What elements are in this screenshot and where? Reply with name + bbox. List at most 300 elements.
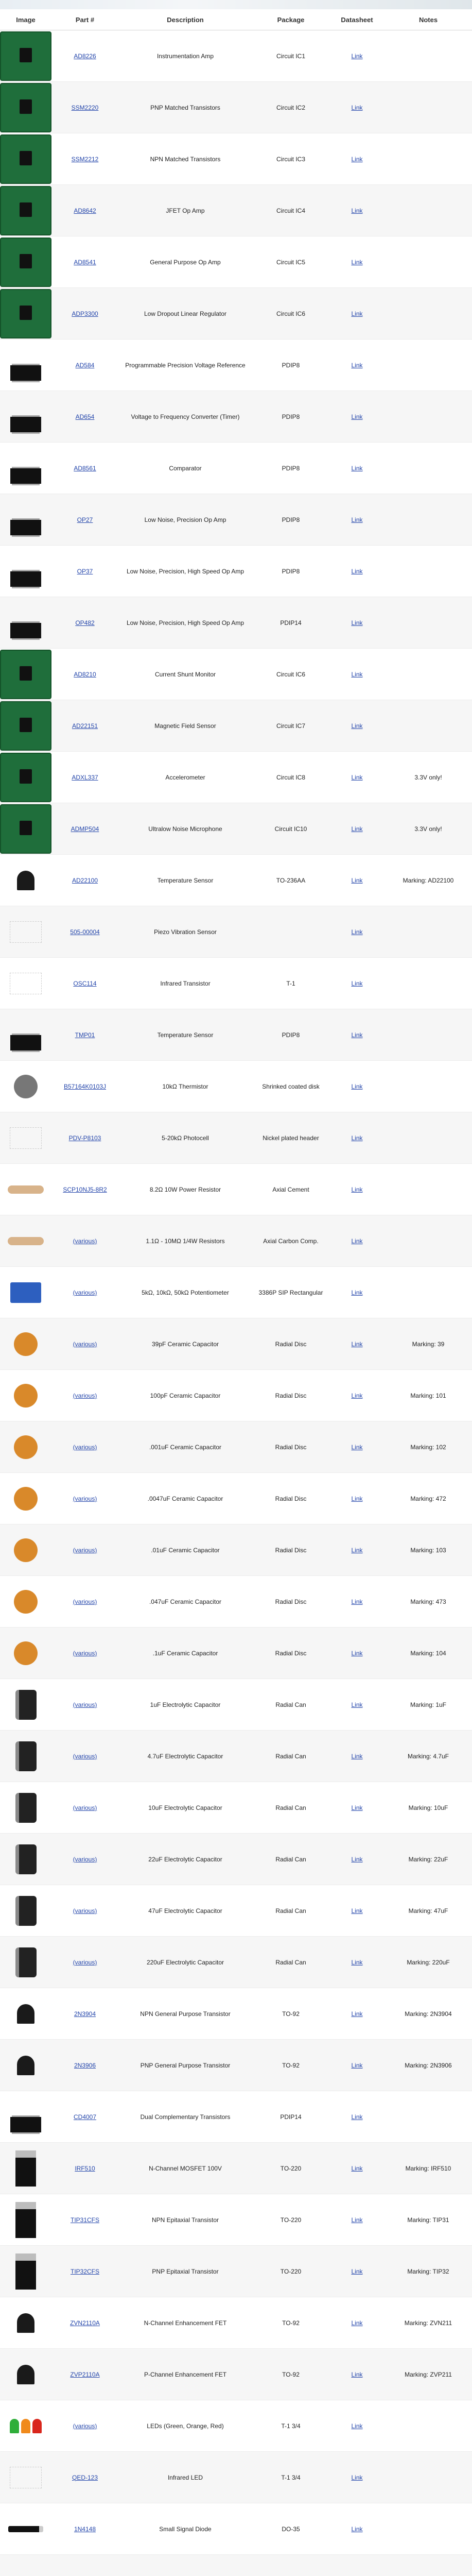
- part-notes: Marking: 104: [410, 1649, 446, 1657]
- part-package: Circuit IC3: [276, 155, 305, 163]
- part-package: TO-220: [280, 2267, 302, 2275]
- table-row: [0, 1782, 472, 1834]
- datasheet-link[interactable]: Link: [351, 670, 363, 678]
- table-row: [0, 1731, 472, 1782]
- part-package: PDIP14: [280, 619, 302, 626]
- datasheet-link[interactable]: Link: [351, 1649, 363, 1657]
- part-image-cell: [0, 2297, 51, 2349]
- datasheet-link[interactable]: Link: [351, 825, 363, 833]
- part-notes: Marking: 47uF: [408, 1907, 448, 1914]
- datasheet-link[interactable]: Link: [351, 979, 363, 987]
- datasheet-link[interactable]: Link: [351, 516, 363, 523]
- datasheet-link[interactable]: Link: [351, 1134, 363, 1142]
- dip-chip-image: [10, 468, 41, 484]
- part-notes: Marking: 102: [410, 1443, 446, 1451]
- datasheet-link[interactable]: Link: [351, 104, 363, 111]
- datasheet-link[interactable]: Link: [351, 1907, 363, 1914]
- part-description: P-Channel Enhancement FET: [144, 2370, 227, 2378]
- header-image: Image: [0, 9, 51, 30]
- dip-chip-image: [10, 365, 41, 381]
- part-package: Radial Can: [275, 1855, 306, 1863]
- part-description: N-Channel MOSFET 100V: [149, 2164, 222, 2172]
- part-description: Low Noise, Precision, High Speed Op Amp: [126, 567, 244, 575]
- part-notes: Marking: AD22100: [403, 876, 454, 884]
- led-image: [21, 2419, 30, 2433]
- part-description: 47uF Electrolytic Capacitor: [148, 1907, 222, 1914]
- datasheet-link[interactable]: Link: [351, 1495, 363, 1502]
- part-image-cell: [0, 1318, 51, 1370]
- breakout-board-image: [0, 31, 51, 81]
- part-number[interactable]: OP37: [77, 567, 93, 575]
- datasheet-link[interactable]: Link: [351, 876, 363, 884]
- part-image-cell: [0, 340, 51, 391]
- datasheet-link[interactable]: Link: [351, 2319, 363, 2327]
- part-image-cell: [0, 82, 51, 133]
- part-package: Nickel plated header: [263, 1134, 319, 1142]
- part-description: .047uF Ceramic Capacitor: [149, 1598, 222, 1605]
- datasheet-link[interactable]: Link: [351, 1546, 363, 1554]
- part-package: Axial Carbon Comp.: [263, 1237, 319, 1245]
- part-description: Programmable Precision Voltage Reference: [125, 361, 246, 369]
- component-image: [10, 1127, 42, 1149]
- table-body: [0, 30, 472, 2576]
- part-package: PDIP8: [282, 567, 300, 575]
- part-number[interactable]: SSM2212: [71, 155, 99, 163]
- table-row: [0, 1164, 472, 1215]
- breakout-board-image: [0, 83, 51, 132]
- part-package: Radial Disc: [275, 1443, 307, 1451]
- part-image-cell: [0, 1885, 51, 1937]
- part-image-cell: [0, 1628, 51, 1679]
- part-number[interactable]: 1N4148: [74, 2525, 96, 2533]
- part-image-cell: [0, 288, 51, 340]
- table-row: [0, 1679, 472, 1731]
- part-notes: Marking: 2N3904: [405, 2010, 452, 2018]
- to220-package-image: [15, 2202, 36, 2238]
- header-datasheet: Datasheet: [329, 9, 384, 30]
- table-header-row: [0, 9, 472, 30]
- part-package: Radial Disc: [275, 1495, 307, 1502]
- ceramic-capacitor-image: [14, 1590, 38, 1614]
- part-image-cell: [0, 1370, 51, 1421]
- part-image-cell: [0, 906, 51, 958]
- dip-chip-image: [10, 417, 41, 432]
- part-description: .0047uF Ceramic Capacitor: [147, 1495, 223, 1502]
- part-number[interactable]: ZVP2110A: [70, 2370, 100, 2378]
- part-number[interactable]: PDV-P8103: [68, 1134, 101, 1142]
- part-number[interactable]: ADXL337: [72, 773, 98, 781]
- part-notes: Marking: ZVN211: [404, 2319, 452, 2327]
- part-image-cell: [0, 494, 51, 546]
- part-image-cell: [0, 1524, 51, 1576]
- part-description: 1uF Electrolytic Capacitor: [150, 1701, 221, 1708]
- table-row: [0, 1937, 472, 1988]
- table-row: [0, 494, 472, 546]
- table-row: [0, 2400, 472, 2452]
- part-image-cell: [0, 236, 51, 288]
- part-description: 5kΩ, 10kΩ, 50kΩ Potentiometer: [142, 1289, 229, 1296]
- part-number[interactable]: (various): [73, 1340, 97, 1348]
- part-number[interactable]: CD4007: [73, 2113, 97, 2121]
- part-number[interactable]: TIP32CFS: [70, 2267, 99, 2275]
- part-package: Circuit IC6: [276, 670, 305, 678]
- part-package: TO-92: [282, 2319, 300, 2327]
- table-row: [0, 906, 472, 958]
- datasheet-link[interactable]: Link: [351, 2010, 363, 2018]
- part-package: T-1 3/4: [281, 2473, 301, 2481]
- part-image-cell: [0, 2452, 51, 2503]
- part-description: NPN Matched Transistors: [150, 155, 221, 163]
- table-row: [0, 700, 472, 752]
- part-package: Radial Disc: [275, 1546, 307, 1554]
- table-row: [0, 185, 472, 236]
- part-number[interactable]: TIP31CFS: [70, 2216, 99, 2224]
- table-row: [0, 391, 472, 443]
- header-description: Description: [118, 9, 252, 30]
- part-description: Voltage to Frequency Converter (Timer): [131, 413, 240, 420]
- ceramic-capacitor-image: [14, 1384, 38, 1408]
- part-package: Circuit IC4: [276, 207, 305, 214]
- table-row: [0, 1112, 472, 1164]
- datasheet-link[interactable]: Link: [351, 1289, 363, 1296]
- datasheet-link[interactable]: Link: [351, 1804, 363, 1811]
- part-package: Radial Disc: [275, 1392, 307, 1399]
- part-image-cell: [0, 2194, 51, 2246]
- part-number[interactable]: 505-00004: [70, 928, 100, 936]
- part-description: NPN Epitaxial Transistor: [151, 2216, 219, 2224]
- parts-table: [0, 9, 472, 2576]
- to92-transistor-image: [17, 2365, 34, 2384]
- part-notes: Marking: 472: [410, 1495, 446, 1502]
- part-number[interactable]: AD8642: [74, 207, 96, 214]
- part-package: Radial Disc: [275, 1649, 307, 1657]
- electrolytic-capacitor-image: [15, 1896, 37, 1926]
- part-image-cell: [0, 700, 51, 752]
- part-number[interactable]: (various): [73, 1752, 97, 1760]
- table-row: [0, 855, 472, 906]
- part-description: Small Signal Diode: [159, 2525, 212, 2533]
- part-package: PDIP8: [282, 413, 300, 420]
- table-row: [0, 752, 472, 803]
- part-number[interactable]: SSM2220: [71, 104, 99, 111]
- part-description: 220uF Electrolytic Capacitor: [146, 1958, 224, 1966]
- dip-chip-image: [10, 2117, 41, 2132]
- part-number[interactable]: ADMP504: [71, 825, 99, 833]
- datasheet-link[interactable]: Link: [351, 2164, 363, 2172]
- top-image-strip: [0, 0, 472, 9]
- part-image-cell: [0, 2040, 51, 2091]
- part-number[interactable]: ZVN2110A: [70, 2319, 100, 2327]
- part-number[interactable]: OP482: [75, 619, 95, 626]
- part-number[interactable]: AD22151: [72, 722, 98, 730]
- datasheet-link[interactable]: Link: [351, 2422, 363, 2430]
- datasheet-link[interactable]: Link: [351, 928, 363, 936]
- table-row: [0, 1370, 472, 1421]
- to220-package-image: [15, 2150, 36, 2187]
- part-image-cell: [0, 1009, 51, 1061]
- table-row: [0, 1576, 472, 1628]
- part-description: Current Shunt Monitor: [154, 670, 216, 678]
- part-number[interactable]: (various): [73, 1958, 97, 1966]
- breakout-board-image: [0, 289, 51, 338]
- part-image-cell: [0, 1473, 51, 1524]
- table-row: [0, 958, 472, 1009]
- datasheet-link[interactable]: Link: [351, 1752, 363, 1760]
- part-image-cell: [0, 958, 51, 1009]
- breakout-board-image: [0, 186, 51, 235]
- part-package: DO-35: [282, 2525, 300, 2533]
- part-number[interactable]: AD584: [75, 361, 95, 369]
- part-package: TO-220: [280, 2164, 302, 2172]
- datasheet-link[interactable]: Link: [351, 722, 363, 730]
- datasheet-link[interactable]: Link: [351, 258, 363, 266]
- part-number[interactable]: AD8541: [74, 258, 96, 266]
- ceramic-capacitor-image: [14, 1332, 38, 1356]
- datasheet-link[interactable]: Link: [351, 2216, 363, 2224]
- table-row: [0, 2194, 472, 2246]
- part-image-cell: [0, 1834, 51, 1885]
- part-image-cell: [0, 2143, 51, 2194]
- part-number[interactable]: AD8226: [74, 52, 96, 60]
- part-package: Circuit IC6: [276, 310, 305, 317]
- table-row: [0, 2555, 472, 2576]
- part-image-cell: [0, 2246, 51, 2297]
- part-description: JFET Op Amp: [166, 207, 205, 214]
- part-description: Temperature Sensor: [157, 1031, 214, 1039]
- part-number[interactable]: AD8210: [74, 670, 96, 678]
- part-number[interactable]: (various): [73, 1598, 97, 1605]
- datasheet-link[interactable]: Link: [351, 1958, 363, 1966]
- part-package: Radial Disc: [275, 1598, 307, 1605]
- electrolytic-capacitor-image: [15, 1844, 37, 1874]
- table-row: [0, 133, 472, 185]
- part-description: 22uF Electrolytic Capacitor: [148, 1855, 222, 1863]
- datasheet-link[interactable]: Link: [351, 773, 363, 781]
- part-description: NPN General Purpose Transistor: [140, 2010, 231, 2018]
- breakout-board-image: [0, 650, 51, 699]
- datasheet-link[interactable]: Link: [351, 619, 363, 626]
- part-number[interactable]: (various): [73, 1701, 97, 1708]
- datasheet-link[interactable]: Link: [351, 2525, 363, 2533]
- part-package: T-1: [286, 979, 295, 987]
- electrolytic-capacitor-image: [15, 1793, 37, 1823]
- part-description: .01uF Ceramic Capacitor: [151, 1546, 220, 1554]
- datasheet-link[interactable]: Link: [351, 1855, 363, 1863]
- datasheet-link[interactable]: Link: [351, 2113, 363, 2121]
- table-row: [0, 1885, 472, 1937]
- part-package: Circuit IC7: [276, 722, 305, 730]
- table-row: [0, 30, 472, 82]
- dip-chip-image: [10, 1035, 41, 1050]
- part-notes: Marking: 2N3906: [405, 2061, 452, 2069]
- datasheet-link[interactable]: Link: [351, 2370, 363, 2378]
- datasheet-link[interactable]: Link: [351, 413, 363, 420]
- part-package: TO-236AA: [276, 876, 306, 884]
- table-row: [0, 2452, 472, 2503]
- part-image-cell: [0, 2400, 51, 2452]
- ceramic-capacitor-image: [14, 1435, 38, 1459]
- breakout-board-image: [0, 804, 51, 854]
- part-number[interactable]: (various): [73, 1804, 97, 1811]
- datasheet-link[interactable]: Link: [351, 310, 363, 317]
- datasheet-link[interactable]: Link: [351, 1082, 363, 1090]
- table-row: [0, 1009, 472, 1061]
- part-description: N-Channel Enhancement FET: [144, 2319, 227, 2327]
- part-package: PDIP8: [282, 464, 300, 472]
- part-image-cell: [0, 2555, 51, 2576]
- part-number[interactable]: (various): [73, 1443, 97, 1451]
- part-image-cell: [0, 1576, 51, 1628]
- part-description: 8.2Ω 10W Power Resistor: [149, 1185, 221, 1193]
- table-row: [0, 1061, 472, 1112]
- part-number[interactable]: AD22100: [72, 876, 98, 884]
- datasheet-link[interactable]: Link: [351, 1392, 363, 1399]
- part-image-cell: [0, 443, 51, 494]
- table-row: [0, 443, 472, 494]
- part-image-cell: [0, 30, 51, 82]
- datasheet-link[interactable]: Link: [351, 361, 363, 369]
- part-number[interactable]: (various): [73, 1649, 97, 1657]
- part-number[interactable]: (various): [73, 1546, 97, 1554]
- table-row: [0, 2349, 472, 2400]
- part-number[interactable]: IRF510: [75, 2164, 95, 2172]
- part-notes: Marking: 101: [410, 1392, 446, 1399]
- part-package: TO-220: [280, 2216, 302, 2224]
- part-description: Infrared LED: [167, 2473, 203, 2481]
- diode-image: [8, 2526, 43, 2532]
- part-description: Dual Complementary Transistors: [140, 2113, 231, 2121]
- part-number[interactable]: (various): [73, 1495, 97, 1502]
- part-notes: Marking: IRF510: [405, 2164, 451, 2172]
- part-package: PDIP8: [282, 1031, 300, 1039]
- part-number[interactable]: AD8561: [74, 464, 96, 472]
- datasheet-link[interactable]: Link: [351, 567, 363, 575]
- part-package: Radial Can: [275, 1907, 306, 1914]
- part-image-cell: [0, 546, 51, 597]
- datasheet-link[interactable]: Link: [351, 2061, 363, 2069]
- part-number[interactable]: B57164K0103J: [63, 1082, 107, 1090]
- part-image-cell: [0, 1782, 51, 1834]
- part-number[interactable]: QED-123: [72, 2473, 98, 2481]
- part-package: 3386P SIP Rectangular: [258, 1289, 323, 1296]
- part-notes: Marking: 473: [410, 1598, 446, 1605]
- electrolytic-capacitor-image: [15, 1741, 37, 1771]
- part-notes: Marking: ZVP211: [405, 2370, 452, 2378]
- part-description: Infrared Transistor: [160, 979, 211, 987]
- datasheet-link[interactable]: Link: [351, 1031, 363, 1039]
- part-notes: 3.3V only!: [414, 825, 442, 833]
- part-image-cell: [0, 1061, 51, 1112]
- dip-chip-image: [10, 623, 41, 638]
- table-row: [0, 546, 472, 597]
- part-description: PNP General Purpose Transistor: [140, 2061, 231, 2069]
- datasheet-link[interactable]: Link: [351, 1701, 363, 1708]
- table-row: [0, 1524, 472, 1576]
- part-number[interactable]: OP27: [77, 516, 93, 523]
- table-row: [0, 1988, 472, 2040]
- part-image-cell: [0, 2091, 51, 2143]
- table-row: [0, 2040, 472, 2091]
- part-number[interactable]: AD654: [75, 413, 95, 420]
- part-image-cell: [0, 597, 51, 649]
- part-number[interactable]: (various): [73, 2422, 97, 2430]
- table-row: [0, 288, 472, 340]
- part-number[interactable]: (various): [73, 1289, 97, 1296]
- datasheet-link[interactable]: Link: [351, 1237, 363, 1245]
- part-image-cell: [0, 1421, 51, 1473]
- table-row: [0, 1267, 472, 1318]
- part-number[interactable]: 2N3906: [74, 2061, 96, 2069]
- part-description: 1.1Ω - 10MΩ 1/4W Resistors: [146, 1237, 225, 1245]
- part-image-cell: [0, 649, 51, 700]
- component-image: [10, 2467, 42, 2488]
- part-package: Circuit IC5: [276, 258, 305, 266]
- part-number[interactable]: 2N3904: [74, 2010, 96, 2018]
- datasheet-link[interactable]: Link: [351, 207, 363, 214]
- datasheet-link[interactable]: Link: [351, 1340, 363, 1348]
- ceramic-capacitor-image: [14, 1487, 38, 1511]
- led-image: [10, 2419, 19, 2433]
- datasheet-link[interactable]: Link: [351, 464, 363, 472]
- breakout-board-image: [0, 238, 51, 287]
- datasheet-link[interactable]: Link: [351, 1185, 363, 1193]
- datasheet-link[interactable]: Link: [351, 2267, 363, 2275]
- resistor-image: [8, 1237, 44, 1245]
- part-notes: Marking: TIP32: [407, 2267, 449, 2275]
- part-package: Circuit IC1: [276, 52, 305, 60]
- header-notes: Notes: [384, 9, 472, 30]
- part-package: Circuit IC10: [274, 825, 307, 833]
- datasheet-link[interactable]: Link: [351, 2473, 363, 2481]
- breakout-board-image: [0, 134, 51, 184]
- part-image-cell: [0, 752, 51, 803]
- part-number[interactable]: (various): [73, 1237, 97, 1245]
- resistor-image: [8, 1185, 44, 1194]
- part-number[interactable]: (various): [73, 1392, 97, 1399]
- part-package: Radial Disc: [275, 1340, 307, 1348]
- part-package: Radial Can: [275, 1701, 306, 1708]
- part-number[interactable]: ADP3300: [72, 310, 98, 317]
- table-row: [0, 2091, 472, 2143]
- part-number[interactable]: TMP01: [75, 1031, 95, 1039]
- part-description: PNP Matched Transistors: [150, 104, 220, 111]
- to220-package-image: [15, 2253, 36, 2290]
- part-description: General Purpose Op Amp: [150, 258, 221, 266]
- header-package: Package: [252, 9, 329, 30]
- part-number[interactable]: (various): [73, 1907, 97, 1914]
- part-package: Radial Can: [275, 1752, 306, 1760]
- part-number[interactable]: SCP10NJ5-8R2: [63, 1185, 107, 1193]
- part-description: Magnetic Field Sensor: [154, 722, 216, 730]
- to92-transistor-image: [17, 871, 34, 890]
- datasheet-link[interactable]: Link: [351, 1443, 363, 1451]
- table-row: [0, 2246, 472, 2297]
- breakout-board-image: [0, 701, 51, 751]
- part-description: PNP Epitaxial Transistor: [152, 2267, 219, 2275]
- part-image-cell: [0, 1112, 51, 1164]
- datasheet-link[interactable]: Link: [351, 1598, 363, 1605]
- datasheet-link[interactable]: Link: [351, 155, 363, 163]
- part-image-cell: [0, 1731, 51, 1782]
- table-row: [0, 2297, 472, 2349]
- part-number[interactable]: OSC114: [73, 979, 97, 987]
- part-description: 4.7uF Electrolytic Capacitor: [147, 1752, 223, 1760]
- datasheet-link[interactable]: Link: [351, 52, 363, 60]
- part-description: 100pF Ceramic Capacitor: [150, 1392, 221, 1399]
- part-description: .1uF Ceramic Capacitor: [152, 1649, 218, 1657]
- part-description: Comparator: [169, 464, 202, 472]
- part-number[interactable]: (various): [73, 1855, 97, 1863]
